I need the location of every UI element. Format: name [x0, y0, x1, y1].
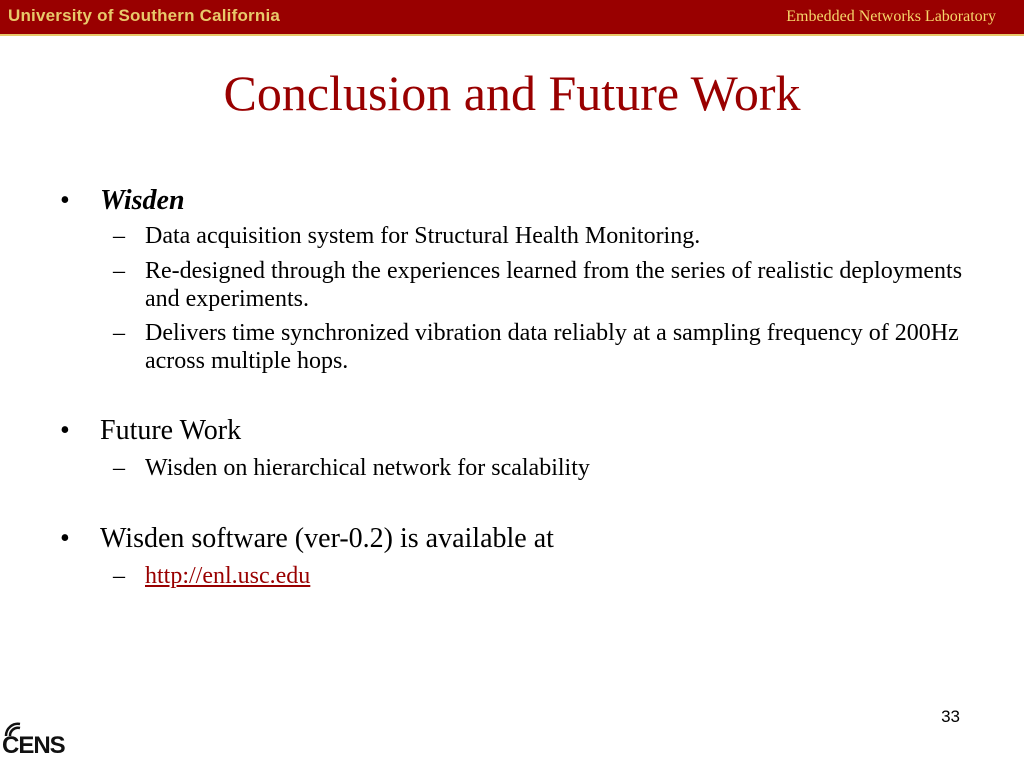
- sub-mark: –: [113, 258, 125, 284]
- bullet-mark: •: [60, 415, 70, 446]
- enl-link[interactable]: http://enl.usc.edu: [145, 563, 311, 589]
- bullet-mark: •: [60, 523, 70, 554]
- bullet-text: Wisden software (ver-0.2) is available at: [100, 523, 554, 554]
- lab-name: Embedded Networks Laboratory: [786, 8, 996, 25]
- slide-title: Conclusion and Future Work: [223, 65, 801, 121]
- sub-mark: –: [113, 320, 125, 346]
- bullet-text: Future Work: [100, 415, 242, 446]
- sub-mark: –: [113, 223, 125, 249]
- sub-text: Delivers time synchronized vibration data reliably at a sampling frequency of 200Hz across multiple hops.: [145, 320, 959, 374]
- sub-mark: –: [113, 563, 125, 589]
- sub-mark: –: [113, 455, 125, 481]
- cens-logo: [0, 722, 72, 762]
- university-name: University of Southern California: [8, 6, 281, 25]
- bullet-text: Wisden: [100, 185, 185, 216]
- sub-text: Data acquisition system for Structural Health Monitoring.: [145, 223, 701, 249]
- header-bar: [0, 0, 1024, 36]
- bullet-mark: •: [60, 185, 70, 216]
- sub-text: Wisden on hierarchical network for scalability: [145, 455, 590, 481]
- page-number: 33: [941, 707, 960, 726]
- sub-text: Re-designed through the experiences learned from the series of realistic deployments and experiments.: [145, 258, 963, 312]
- logo-text: CENS: [2, 732, 65, 759]
